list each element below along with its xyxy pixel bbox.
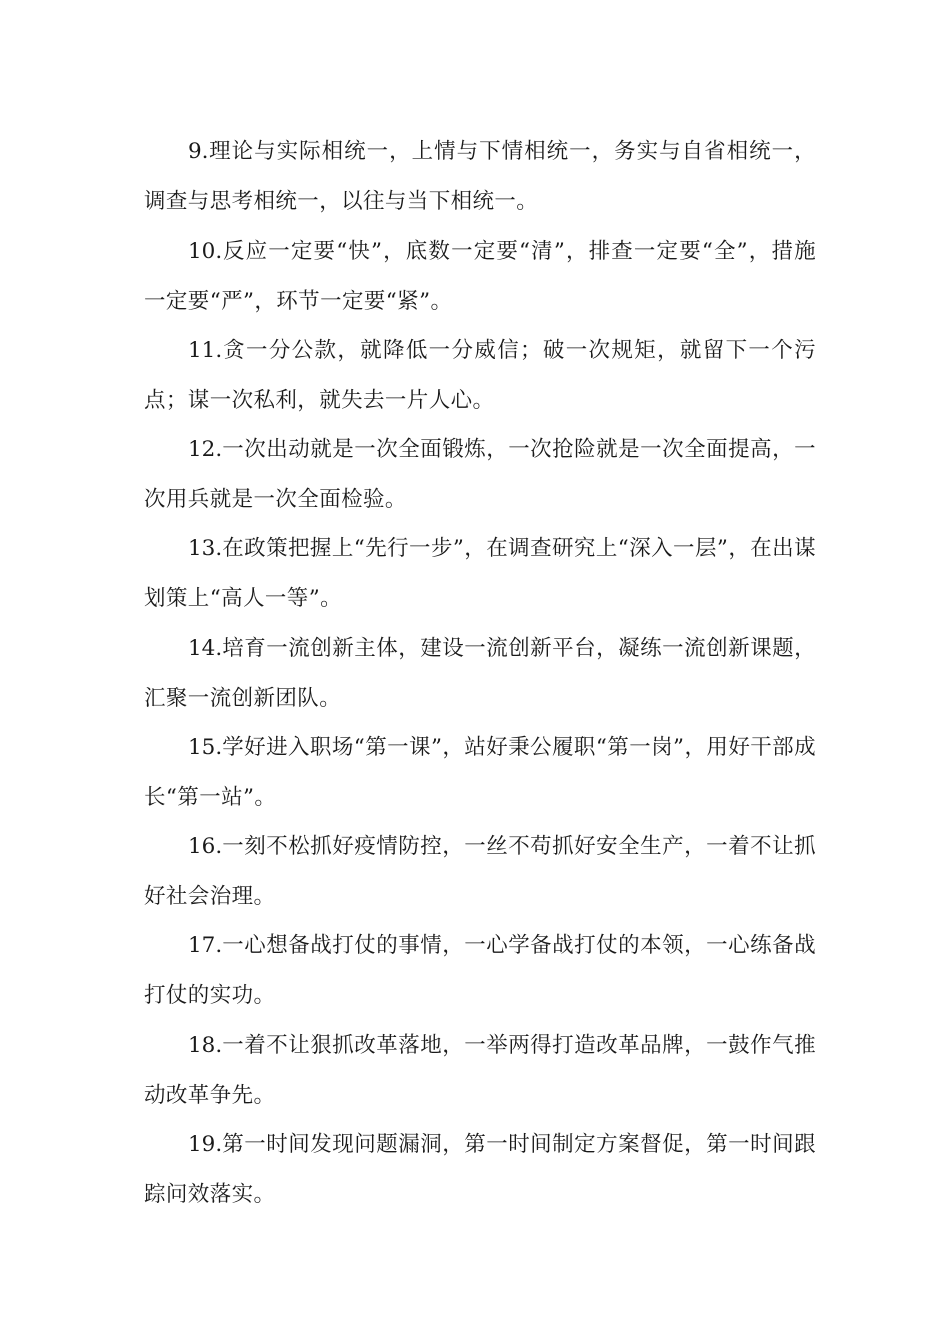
item-text: 贪一分公款，就降低一分威信；破一次规矩，就留下一个污点；谋一次私利，就失去一片人心。 [144,338,816,413]
item-number: 16. [188,834,223,859]
paragraph-item-10 [144,227,816,327]
paragraph-item-14 [144,624,816,724]
paragraph-item-17 [144,921,816,1021]
item-number: 9. [188,139,209,164]
item-number: 10. [188,239,223,264]
paragraph-item-13 [144,524,816,624]
item-number: 19. [188,1132,223,1157]
paragraph-item-15 [144,723,816,823]
item-text: 在政策把握上“先行一步”，在调查研究上“深入一层”，在出谋划策上“高人一等”。 [144,536,816,611]
item-text: 一心想备战打仗的事情，一心学备战打仗的本领，一心练备战打仗的实功。 [144,933,816,1008]
paragraph-item-18 [144,1021,816,1121]
item-number: 14. [188,636,223,661]
paragraph-item-12 [144,425,816,525]
item-number: 13. [188,536,223,561]
item-number: 12. [188,437,223,462]
item-number: 17. [188,933,223,958]
item-text: 一次出动就是一次全面锻炼，一次抢险就是一次全面提高，一次用兵就是一次全面检验。 [144,437,816,512]
item-text: 反应一定要“快”，底数一定要“清”，排查一定要“全”，措施一定要“严”，环节一定要“紧”。 [144,239,816,314]
item-number: 18. [188,1033,223,1058]
paragraph-item-19 [144,1120,816,1220]
item-text: 一着不让狠抓改革落地，一举两得打造改革品牌，一鼓作气推动改革争先。 [144,1033,816,1108]
paragraph-item-9 [144,127,816,227]
item-number: 15. [188,735,223,760]
item-text: 培育一流创新主体，建设一流创新平台，凝练一流创新课题，汇聚一流创新团队。 [144,636,816,711]
item-text: 一刻不松抓好疫情防控，一丝不苟抓好安全生产，一着不让抓好社会治理。 [144,834,816,909]
paragraph-item-16 [144,822,816,922]
item-text: 学好进入职场“第一课”，站好秉公履职“第一岗”，用好干部成长“第一站”。 [144,735,816,810]
item-text: 第一时间发现问题漏洞，第一时间制定方案督促，第一时间跟踪问效落实。 [144,1132,816,1207]
item-text: 理论与实际相统一，上情与下情相统一，务实与自省相统一，调查与思考相统一，以往与当下相统一。 [144,139,816,214]
paragraph-item-11 [144,326,816,426]
item-number: 11. [188,338,223,363]
